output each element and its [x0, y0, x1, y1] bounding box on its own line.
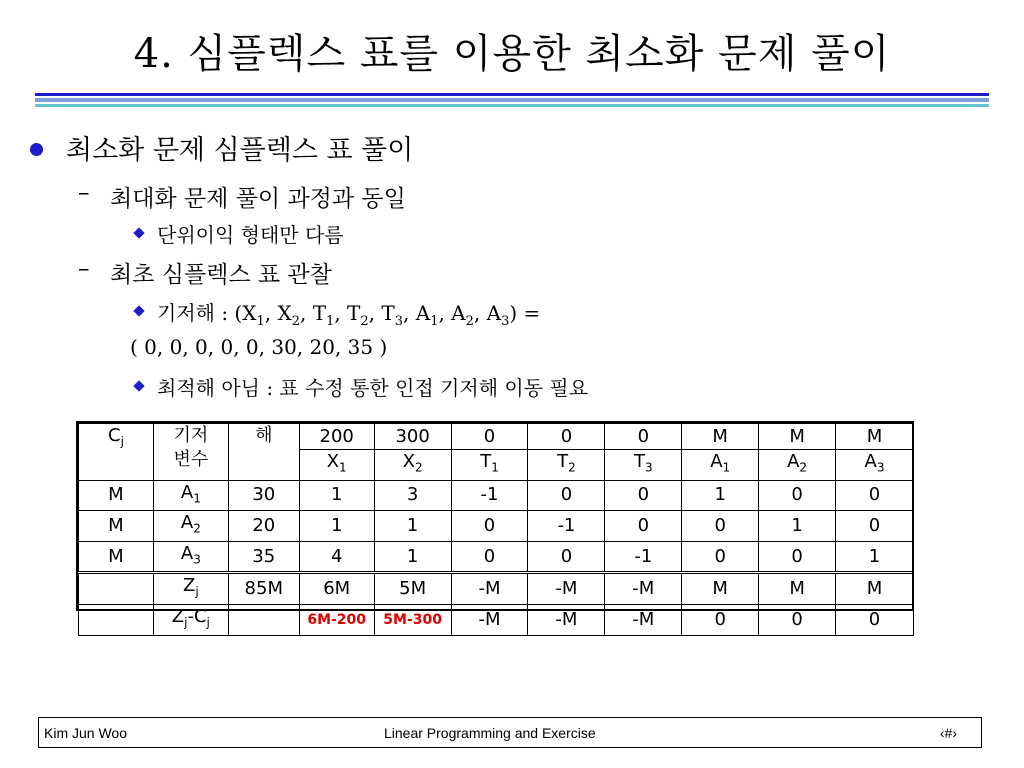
cj-cell: 0: [451, 424, 528, 450]
coef-cell: 4: [299, 541, 374, 573]
diamond-bullet-icon: [133, 227, 144, 238]
zj-cell: M: [682, 573, 759, 605]
round-bullet-icon: [30, 143, 43, 156]
zj-cj-cell: 0: [836, 604, 914, 635]
diamond-bullet-icon: [133, 305, 144, 316]
basis-solution-text: 기저해 : ($X_1$, $X_2$, $T_1$, $T_2$, $T_3$, $A_1$, $A_2$, $A_3$) =: [157, 301, 541, 329]
empty-cell: [228, 604, 299, 635]
table-row: [79, 541, 914, 573]
coef-cell: 1: [759, 511, 836, 542]
coef-cell: -1: [528, 511, 605, 542]
zj-cell: 5M: [374, 573, 451, 605]
zj-cj-label: $Z_j-C_j$: [153, 604, 228, 635]
bullet-text: 최초 심플렉스 표 관찰: [110, 262, 332, 288]
table-row-zj: [79, 573, 914, 605]
solution-cell: 30: [228, 480, 299, 511]
footer-course: Linear Programming and Exercise: [384, 725, 596, 741]
coef-cell: 0: [836, 511, 914, 542]
title-rule-middle: [35, 98, 989, 102]
simplex-tableau: [78, 423, 914, 636]
table-row-zj-cj: [79, 604, 914, 635]
empty-cell: [79, 604, 154, 635]
cj-cell: 0: [605, 424, 682, 450]
bullet-text: 최적해 아님 : 표 수정 통한 인접 기저해 이동 필요: [157, 376, 589, 400]
coef-cell: 0: [528, 541, 605, 573]
cb-cell: M: [79, 480, 154, 511]
coef-cell: 1: [836, 541, 914, 573]
cj-header: $C_j$: [79, 424, 154, 481]
footer-page-number: ‹#›: [939, 725, 957, 741]
table-row: [79, 480, 914, 511]
coef-cell: -1: [605, 541, 682, 573]
var-header: $X_1$: [299, 450, 374, 481]
var-header: $A_3$: [836, 450, 914, 481]
empty-cell: [79, 573, 154, 605]
zj-cj-cell: -M: [451, 604, 528, 635]
dash-bullet-icon: –: [78, 256, 90, 282]
basis-cell: $A_2$: [153, 511, 228, 542]
coef-cell: 0: [836, 480, 914, 511]
coef-cell: 0: [682, 541, 759, 573]
var-header: $A_1$: [682, 450, 759, 481]
coef-cell: 0: [451, 511, 528, 542]
zj-cell: 6M: [299, 573, 374, 605]
var-header: $T_3$: [605, 450, 682, 481]
slide-footer: [38, 717, 982, 748]
cj-cell: M: [836, 424, 914, 450]
cj-cell: 0: [528, 424, 605, 450]
coef-cell: 0: [759, 541, 836, 573]
var-header: $A_2$: [759, 450, 836, 481]
coef-cell: 1: [299, 480, 374, 511]
coef-cell: 0: [528, 480, 605, 511]
zj-cj-cell: 5M-300: [374, 604, 451, 635]
zj-cell: -M: [528, 573, 605, 605]
cj-cell: M: [759, 424, 836, 450]
zj-cj-cell: -M: [605, 604, 682, 635]
solution-cell: 35: [228, 541, 299, 573]
zj-cj-cell: 6M-200: [299, 604, 374, 635]
var-header: $T_2$: [528, 450, 605, 481]
zj-cj-cell: 0: [682, 604, 759, 635]
solution-cell: 20: [228, 511, 299, 542]
slide-title: 4. 심플렉스 표를 이용한 최소화 문제 풀이: [133, 31, 891, 77]
cj-cell: M: [682, 424, 759, 450]
var-header: $X_2$: [374, 450, 451, 481]
zj-cj-cell: 0: [759, 604, 836, 635]
dash-bullet-icon: –: [78, 180, 90, 206]
basis-cell: $A_1$: [153, 480, 228, 511]
bullet-text: 단위이익 형태만 다름: [157, 223, 344, 247]
coef-cell: -1: [451, 480, 528, 511]
coef-cell: 1: [682, 480, 759, 511]
table-row-cj: [79, 424, 914, 450]
zj-label: $Z_j$: [153, 573, 228, 605]
var-header: $T_1$: [451, 450, 528, 481]
cj-cell: 200: [299, 424, 374, 450]
zj-cj-cell: -M: [528, 604, 605, 635]
title-rule-bottom: [35, 104, 989, 107]
zj-cell: -M: [605, 573, 682, 605]
zj-cell: M: [759, 573, 836, 605]
coef-cell: 1: [299, 511, 374, 542]
table-row: [79, 511, 914, 542]
coef-cell: 0: [451, 541, 528, 573]
basis-header: 기저 변수: [153, 424, 228, 481]
coef-cell: 0: [759, 480, 836, 511]
coef-cell: 3: [374, 480, 451, 511]
zj-cell: -M: [451, 573, 528, 605]
coef-cell: 0: [605, 511, 682, 542]
bullet-text: 최대화 문제 풀이 과정과 동일: [110, 186, 406, 212]
basis-cell: $A_3$: [153, 541, 228, 573]
solution-header: 해: [228, 424, 299, 481]
coef-cell: 0: [682, 511, 759, 542]
diamond-bullet-icon: [133, 380, 144, 391]
bullet-text: 최소화 문제 심플렉스 표 풀이: [66, 135, 414, 166]
title-rule-top: [35, 93, 989, 96]
coef-cell: 1: [374, 541, 451, 573]
zj-solution: 85M: [228, 573, 299, 605]
coef-cell: 1: [374, 511, 451, 542]
basis-solution-values: ( 0, 0, 0, 0, 0, 30, 20, 35 ): [130, 335, 388, 359]
cb-cell: M: [79, 541, 154, 573]
footer-author: Kim Jun Woo: [44, 725, 127, 741]
zj-cell: M: [836, 573, 914, 605]
cb-cell: M: [79, 511, 154, 542]
cj-cell: 300: [374, 424, 451, 450]
coef-cell: 0: [605, 480, 682, 511]
